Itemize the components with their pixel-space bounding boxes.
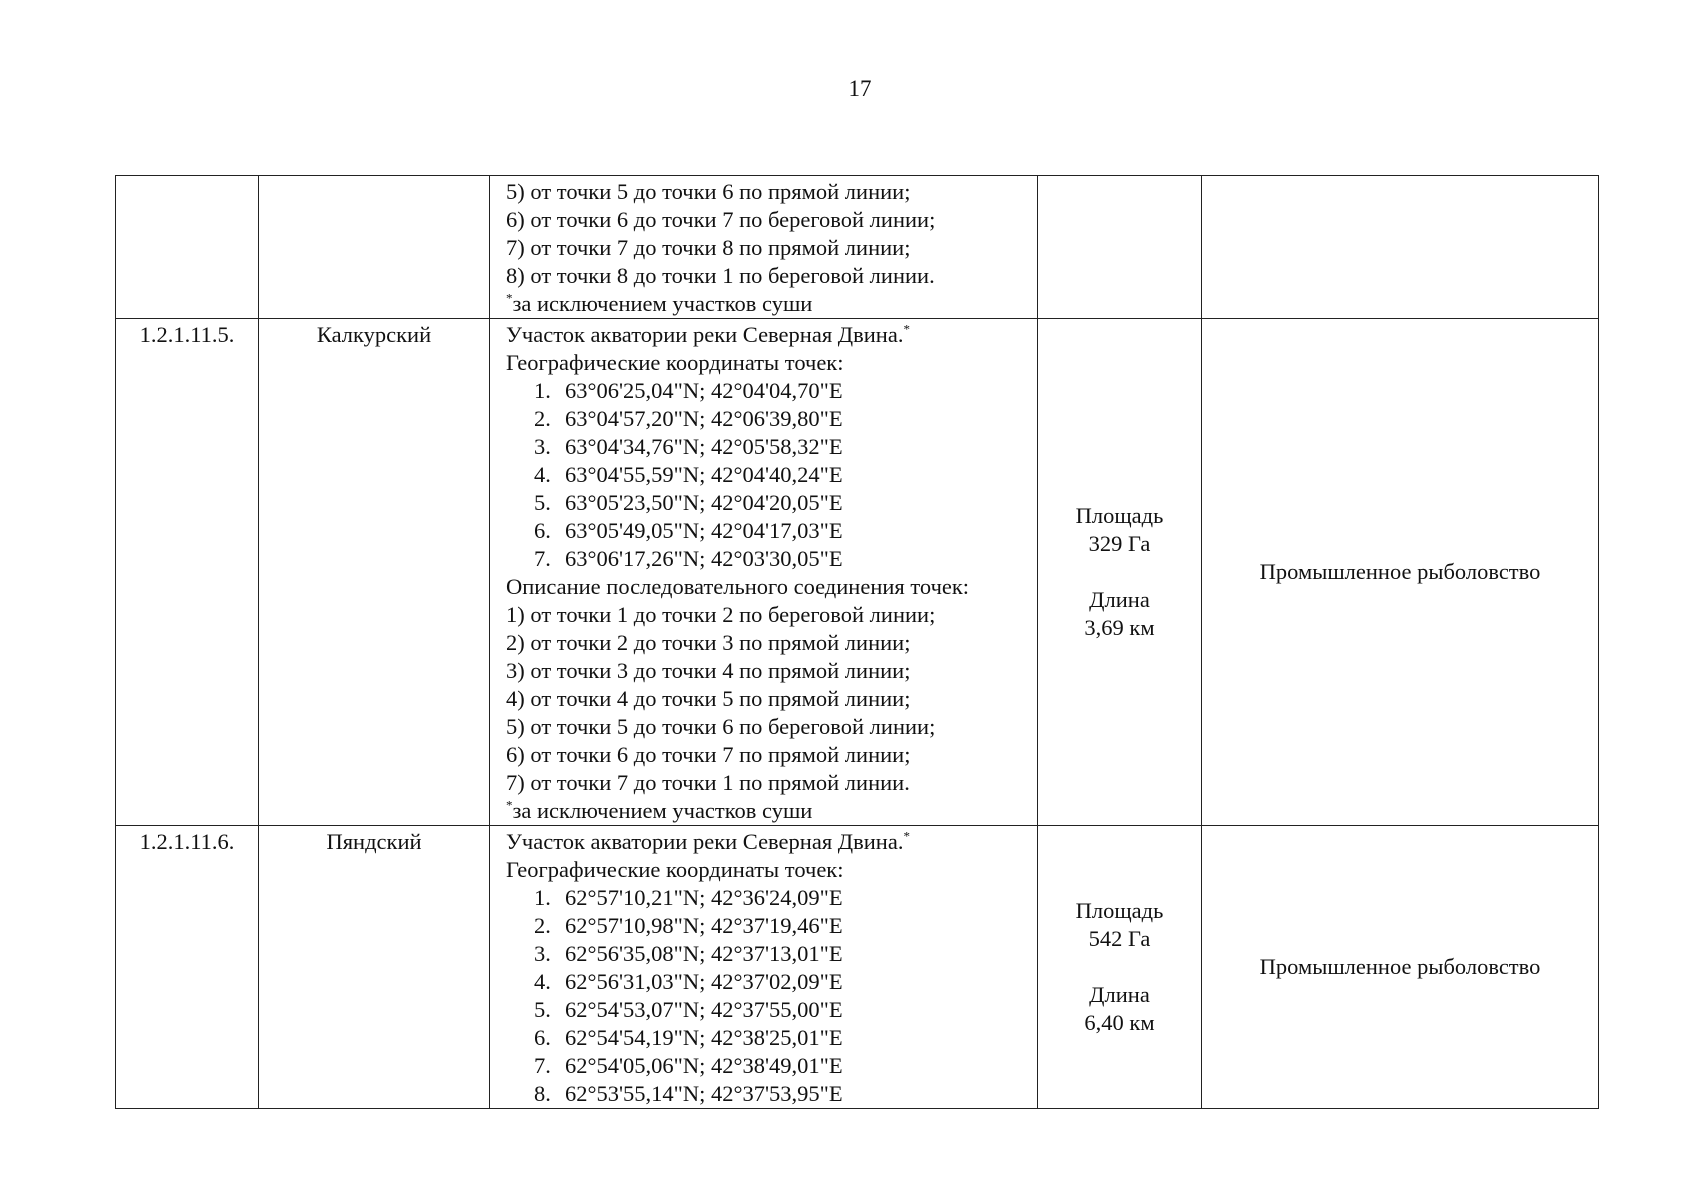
footnote-mark: *: [903, 321, 910, 337]
sequence-line: 3) от точки 3 до точки 4 по прямой линии;: [506, 658, 911, 683]
cell-name: Калкурский: [259, 319, 490, 826]
sequence-line: 6) от точки 6 до точки 7 по береговой линии;: [506, 207, 936, 232]
cell-name: Пяндский: [259, 826, 490, 1109]
coord-item: 2. 62°57'10,98"N; 42°37'19,46"E: [534, 913, 843, 938]
area-value: 542 Га: [1088, 926, 1151, 951]
footnote-mark: *: [506, 290, 513, 306]
coord-item: 1. 62°57'10,21"N; 42°36'24,09"E: [534, 885, 843, 910]
sequence-line: 2) от точки 2 до точки 3 по прямой линии;: [506, 630, 911, 655]
area-title: Участок акватории реки Северная Двина.*: [506, 828, 910, 854]
table-row-continuation: [116, 176, 1599, 319]
coord-item: 5. 63°05'23,50"N; 42°04'20,05"E: [534, 490, 843, 515]
cell-use: [1202, 176, 1599, 319]
length-value: 6,40 км: [1084, 1010, 1155, 1035]
coord-item: 3. 62°56'35,08"N; 42°37'13,01"E: [534, 941, 843, 966]
coord-item: 6. 62°54'54,19"N; 42°38'25,01"E: [534, 1025, 843, 1050]
coords-title: Географические координаты точек:: [506, 857, 844, 882]
cell-use: Промышленное рыболовство: [1202, 826, 1599, 1109]
cell-params: [1038, 176, 1202, 319]
footnote: *за исключением участков суши: [506, 797, 813, 823]
sequence-line: 8) от точки 8 до точки 1 по береговой линии.: [506, 263, 935, 288]
length-label: Длина: [1089, 982, 1150, 1007]
cell-use: Промышленное рыболовство: [1202, 319, 1599, 826]
coords-list: [506, 884, 1029, 1108]
footnote-mark: *: [506, 797, 513, 813]
cell-number: [116, 176, 259, 319]
coord-item: 5. 62°54'53,07"N; 42°37'55,00"E: [534, 997, 843, 1022]
area-label: Площадь: [1075, 503, 1164, 528]
coords-title: Географические координаты точек:: [506, 350, 844, 375]
footnote-mark: *: [903, 828, 910, 844]
footnote: *за исключением участков суши: [506, 290, 813, 316]
table-row-pyandsky: [116, 826, 1599, 1109]
fishing-areas-table: [115, 175, 1599, 1109]
cell-name: [259, 176, 490, 319]
length-value: 3,69 км: [1084, 615, 1155, 640]
sequence-line: 7) от точки 7 до точки 8 по прямой линии;: [506, 235, 911, 260]
sequence-line: 5) от точки 5 до точки 6 по прямой линии;: [506, 179, 911, 204]
cell-description: [490, 826, 1038, 1109]
coord-item: 8. 62°53'55,14"N; 42°37'53,95"E: [534, 1081, 843, 1106]
coord-item: 2. 63°04'57,20"N; 42°06'39,80"E: [534, 406, 843, 431]
page-number: 17: [848, 76, 872, 101]
coord-item: 3. 63°04'34,76"N; 42°05'58,32"E: [534, 434, 843, 459]
cell-params: [1038, 319, 1202, 826]
sequence-line: 6) от точки 6 до точки 7 по прямой линии;: [506, 742, 911, 767]
sequence-line: 4) от точки 4 до точки 5 по прямой линии;: [506, 686, 911, 711]
area-value: 329 Га: [1088, 531, 1151, 556]
cell-params: [1038, 826, 1202, 1109]
sequence-title: Описание последовательного соединения точек:: [506, 574, 970, 599]
coord-item: 4. 63°04'55,59"N; 42°04'40,24"E: [534, 462, 843, 487]
cell-description: [490, 176, 1038, 319]
coord-item: 1. 63°06'25,04"N; 42°04'04,70"E: [534, 378, 843, 403]
coords-list: [506, 377, 1029, 573]
sequence-line: 7) от точки 7 до точки 1 по прямой линии.: [506, 770, 910, 795]
coord-item: 4. 62°56'31,03"N; 42°37'02,09"E: [534, 969, 843, 994]
sequence-line: 5) от точки 5 до точки 6 по береговой линии;: [506, 714, 936, 739]
coord-item: 7. 62°54'05,06"N; 42°38'49,01"E: [534, 1053, 843, 1078]
cell-number: 1.2.1.11.5.: [116, 319, 259, 826]
coord-item: 6. 63°05'49,05"N; 42°04'17,03"E: [534, 518, 843, 543]
cell-description: [490, 319, 1038, 826]
sequence-line: 1) от точки 1 до точки 2 по береговой линии;: [506, 602, 936, 627]
table-row-kalkursky: [116, 319, 1599, 826]
area-label: Площадь: [1075, 898, 1164, 923]
area-title: Участок акватории реки Северная Двина.*: [506, 321, 910, 347]
coord-item: 7. 63°06'17,26"N; 42°03'30,05"E: [534, 546, 843, 571]
length-label: Длина: [1089, 587, 1150, 612]
cell-number: 1.2.1.11.6.: [116, 826, 259, 1109]
